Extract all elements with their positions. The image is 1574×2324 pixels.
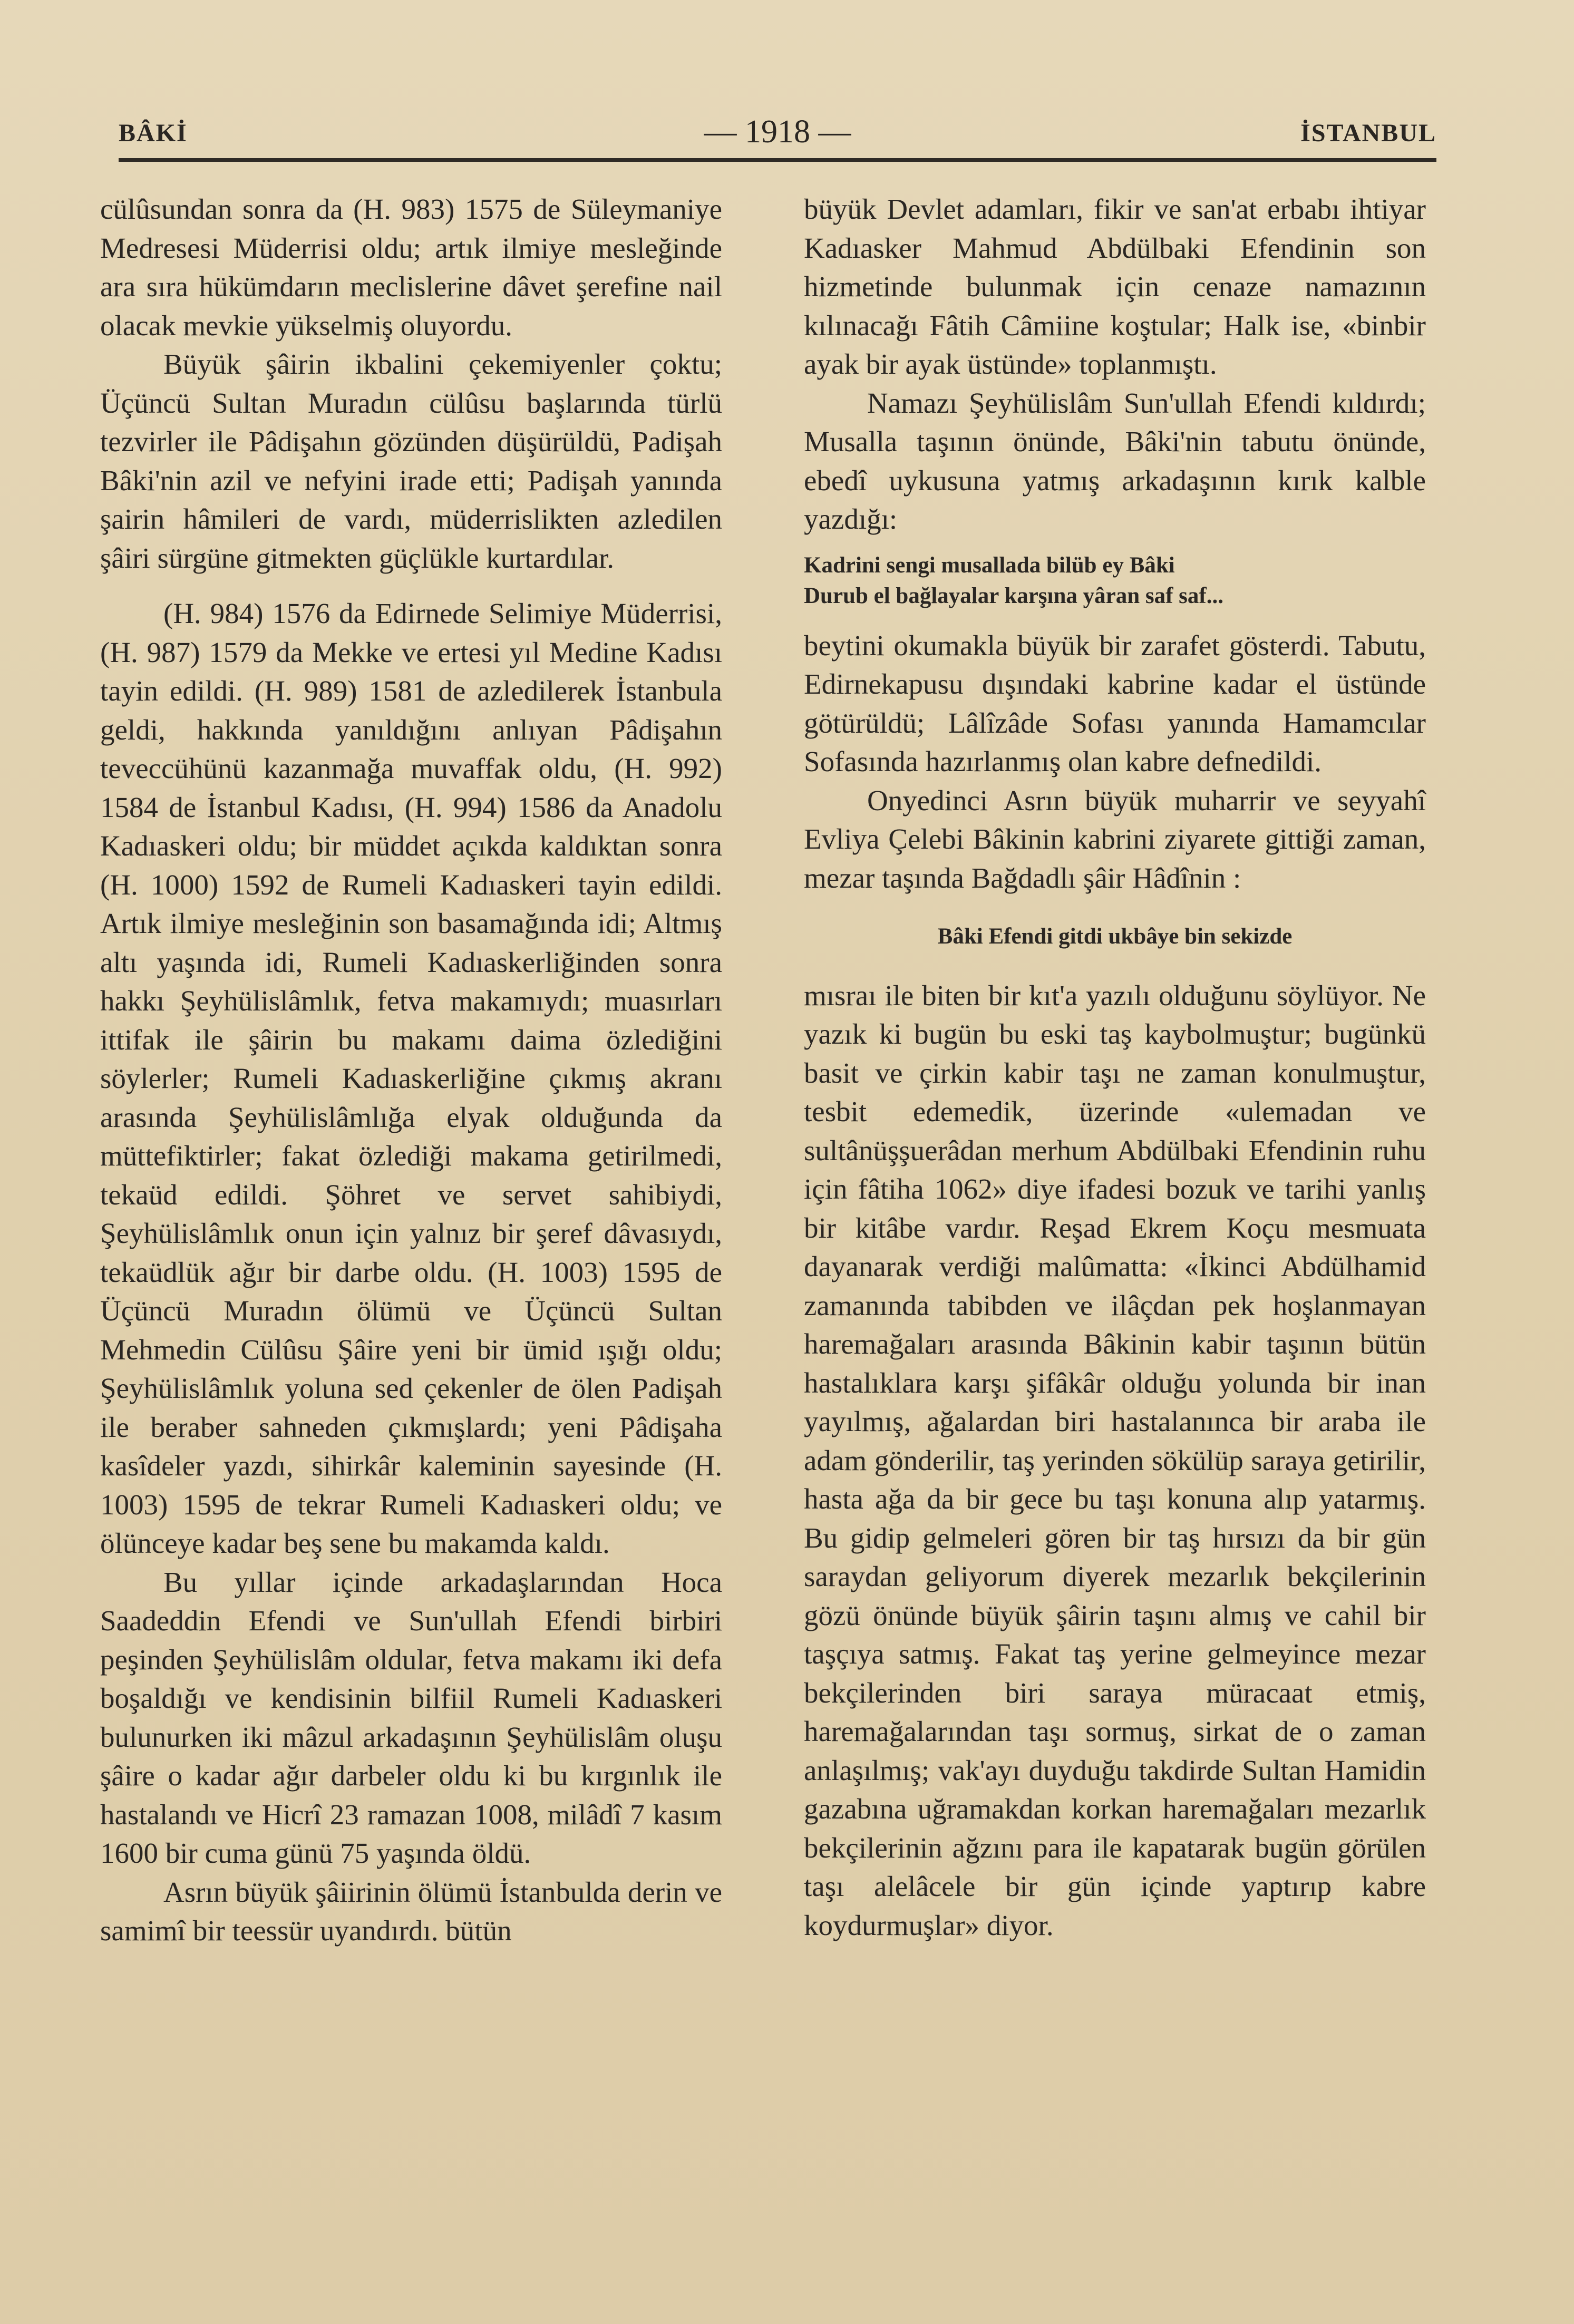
paragraph-gap [100,577,722,594]
left-paragraph-3: (H. 984) 1576 da Edirnede Selimiye Müderrisi, (H. 987) 1579 da Mekke ve ertesi yıl Medine Kadısı tayin edildi. (H. 989) 1581 de azledilerek İstanbula geldi, hakkında yanıldığını anlıyan Pâdişahın teveccühünü kazanmağa muvaffak oldu, (H. 992) 1584 de İstanbul Kadısı, (H. 994) 1586 da Anadolu Kadıaskeri oldu; bir müddet açıkda kaldıktan sonra (H. 1000) 1592 de Rumeli Kadıaskeri tayin edildi. Artık ilmiye mesleğinin son basamağında idi; Altmış altı yaşında idi, Rumeli Kadıaskerliğinden sonra hakkı Şeyhülislâmlık, fetva makamıydı; muasırları ittifak ile şâirin bu makamı daima özlediğini söylerler; Rumeli Kadıaskerliğine çıkmış akranı arasında Şeyhülislâmlığa elyak olduğunda da müttefiktirler; fakat özlediği makama getirilmedi, tekaüd edildi. Şöhret ve servet sahibiydi, Şeyhülislâmlık onun için yalnız bir şeref dâvasıydı, tekaüdlük ağır bir darbe oldu. (H. 1003) 1595 de Üçüncü Muradın ölümü ve Üçüncü Sultan Mehmedin Cülûsu Şâire yeni bir ümid ışığı oldu; Şeyhülislâmlık yoluna sed çekenler de ölen Padişah ile beraber sahneden çıkmışlardı; yeni Pâdişaha kasîdeler yazdı, sihirkâr kaleminin sayesinde (H. 1003) 1595 de tekrar Rumeli Kadıaskeri oldu; ve ölünceye kadar beş sene bu makamda kaldı. [100,597,722,1559]
left-paragraph-4: Bu yıllar içinde arkadaşlarından Hoca Saadeddin Efendi ve Sun'ullah Efendi birbiri peşinden Şeyhülislâm oldular, fetva makamı iki defa boşaldığı ve kendisinin bilfiil Rumeli Kadıaskeri bulunurken iki mâzul arkadaşının Şeyhülislâm oluşu şâire o kadar ağır darbeler oldu ki bu kırgınlık ile hastalandı ve Hicrî 23 ramazan 1008, milâdî 7 kasım 1600 bir cuma günü 75 yaşında öldü. [100,1565,722,1869]
left-paragraph-2: Büyük şâirin ikbalini çekemiyenler çoktu; Üçüncü Sultan Muradın cülûsu başlarında türlü tezvirler ile Pâdişahın gözünden düşürüldü, Padişah Bâki'nin azil ve nefyini irade etti; Padişah yanında şairin hâmileri de vardı, müderrislikten azledilen şâiri sürgüne gitmekten güçlükle kurtardılar. [100,348,722,574]
left-paragraph-1: cülûsundan sonra da (H. 983) 1575 de Süleymaniye Medresesi Müderrisi oldu; artık ilmiye mesleğinde ara sıra hükümdarın meclislerine dâvet şerefine nail olacak mevkie yükselmiş oluyordu. [100,193,722,342]
verse-line-2: Durub el bağlayalar karşına yâran saf saf... [804,583,1223,608]
header-entry-city: İSTANBUL [1300,119,1436,147]
header-rule [119,158,1436,162]
left-column [100,190,722,1950]
page-header [119,108,1436,155]
verse-hemistich: Bâki Efendi gitdi ukbâye bin sekizde [937,924,1293,949]
page-number: — 1918 — [704,114,851,150]
left-paragraph-5: Asrın büyük şâiirinin ölümü İstanbulda derin ve samimî bir teessür uyandırdı. bütün [100,1875,722,1947]
header-entry-title: BÂKİ [119,119,188,147]
right-column [804,190,1426,1944]
right-paragraph-4: Onyedinci Asrın büyük muharrir ve seyyahî Evliya Çelebi Bâkinin kabrini ziyarete gittiği zaman, mezar taşında Bağdadlı şâir Hâdînin : [804,784,1426,894]
right-paragraph-3: beytini okumakla büyük bir zarafet gösterdi. Tabutu, Edirnekapusu dışındaki kabrine kadar el üstünde götürüldü; Lâlîzâde Sofası yanında Hamamcılar Sofasında hazırlanmış olan kabre defnedildi. [804,629,1426,777]
right-paragraph-1: büyük Devlet adamları, fikir ve san'at erbabı ihtiyar Kadıasker Mahmud Abdülbaki Efendinin son hizmetinde bulunmak için cenaze namazının kılınacağı Fâtih Câmiine koştular; Halk ise, «binbir ayak bir ayak üstünde» toplanmıştı. [804,193,1426,380]
verse-couplet [804,550,1426,611]
right-paragraph-2: Namazı Şeyhülislâm Sun'ullah Efendi kıldırdı; Musalla taşının önünde, Bâki'nin tabutu önünde, ebedî uykusuna yatmış arkadaşının kırık kalble yazdığı: [804,386,1426,535]
right-paragraph-5: mısraı ile biten bir kıt'a yazılı olduğunu söylüyor. Ne yazık ki bugün bu eski taş kaybolmuştur; bugünkü basit ve çirkin kabir taşı ne zaman konulmuştur, tesbit edemedik, üzerinde «ulemadan ve sultânüşşuerâdan merhum Abdülbaki Efendinin ruhu için fâtiha 1062» diye ifadesi bozuk ve tarihi yanlış bir kitâbe vardır. Reşad Ekrem Koçu mesmuata dayanarak verdiği malûmatta: «İkinci Abdülhamid zamanında tabibden ve ilâçdan pek hoşlanmayan haremağaları arasında Bâkinin kabir taşının bütün hastalıklara karşı şifâkâr olduğu yolunda bir inan yayılmış, ağalardan biri hastalanınca bir araba ile adam gönderilir, taş yerinden sökülüp saraya getirilir, hasta ağa da bir gece bu taşı konuna alıp yatarmış. Bu gidip gelmeleri gören bir taş hırsızı da bir gün saraydan geliyorum diyerek mezarlık bekçilerinin gözü önünde büyük şâirin taşını almış ve cahil bir taşçıya satmış. Fakat taş yerine gelmeyince mezar bekçilerinden biri saraya müracaat etmiş, haremağalarından taşı sormuş, sirkat de o zaman anlaşılmış; vak'ayı duyduğu takdirde Sultan Hamidin gazabına uğramakdan korkan haremağaları mezarlık bekçilerinin ağzını para ile kapatarak bugün görülen taşı alelâcele bir gün içinde yaptırıp kabre koydurmuşlar» diyor. [804,979,1426,1941]
verse-line-1: Kadrini sengi musallada bilüb ey Bâki [804,552,1175,578]
